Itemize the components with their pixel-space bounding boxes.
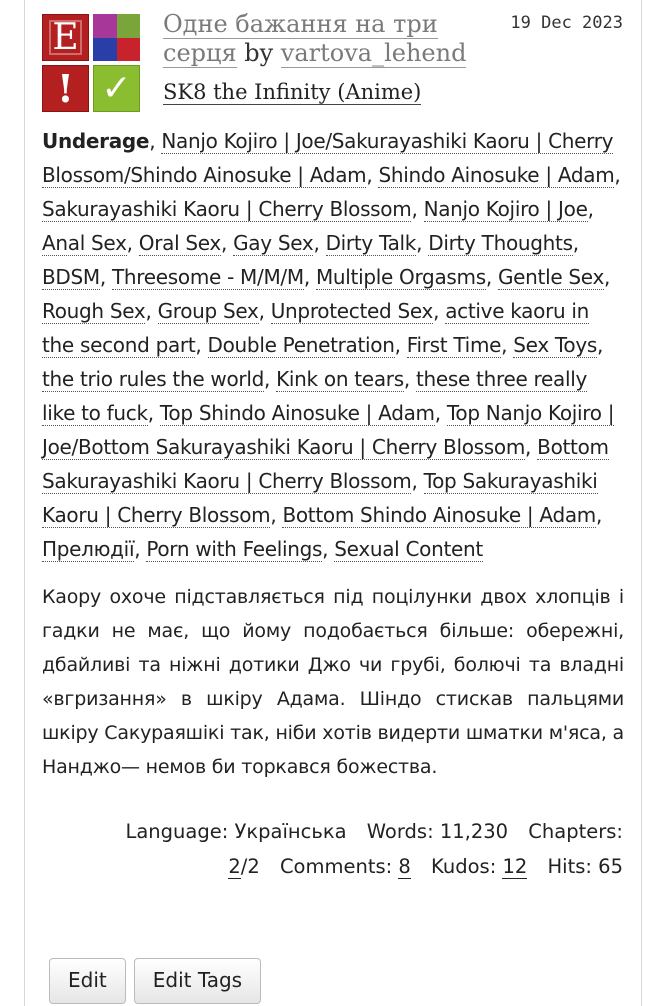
freeform-tag-link[interactable]: Kink on tears — [276, 367, 404, 391]
freeform-tag-link[interactable]: the trio rules the world — [42, 367, 264, 391]
edit-button[interactable]: Edit — [49, 958, 126, 1004]
fandom — [163, 80, 421, 104]
freeform-tag-link[interactable]: Anal Sex — [42, 231, 127, 255]
category-multi-icon[interactable] — [93, 14, 140, 61]
work-title-link[interactable]: Одне бажання на три серця — [163, 10, 438, 67]
freeform-tag-link[interactable]: Nanjo Kojiro | Joe — [423, 197, 588, 221]
freeform-tag-link[interactable]: Multiple Orgasms — [315, 265, 486, 289]
summary: Каору охоче підставляється під поцілунки двох хлопців і гадки не має, що йому подобається більше: обережні, дбайливі та ніжні дотики Джо чи грубі, болючі та владні «вгризання» в шкіру Адама. Шіндо стискав пальцями шкіру Сакураяшікі так, ніби хотів видерти шматки м'яса, а Нанджо— немов би торкався божества. — [42, 586, 624, 778]
freeform-tag-link[interactable]: Top Shindo Ainosuke | Adam — [159, 401, 435, 425]
tag-list: Underage, Nanjo Kojiro | Joe/Sakurayashiki Kaoru | Cherry Blossom/Shindo Ainosuke | Adam, Shindo Ainosuke | Adam, Sakurayashiki Kaoru | Cherry Blossom, Nanjo Kojiro | Joe, Anal Sex, Oral Sex, Gay Sex, Dirty Talk, Dirty Thoughts, BDSM, Threesome - M/M/M, Multiple Orgasms, Gentle Sex, Rough Sex, Group Sex, Unprotected Sex, active kaoru in the second part, Double Penetration, First Time, Sex Toys, the trio rules the world, Kink on tears, these three really like to fuck, Top Shindo Ainosuke | Adam, Top Nanjo Kojiro | Joe/Bottom Sakurayashiki Kaoru | Cherry Blossom, Bottom Sakurayashiki Kaoru | Cherry Blossom, Top Sakurayashiki Kaoru | Cherry Blossom, Bottom Shindo Ainosuke | Adam, Прелюдії, Porn with Feelings, Sexual Content — [42, 129, 621, 561]
by-label: by — [244, 39, 274, 67]
freeform-tag-link[interactable]: Sex Toys — [513, 333, 598, 357]
edit-tags-button[interactable]: Edit Tags — [134, 958, 261, 1004]
chapters-label: Chapters: — [528, 820, 623, 843]
language-value: Українська — [234, 820, 347, 843]
freeform-tag-link[interactable]: these three really like to fuck — [42, 367, 588, 425]
work-heading — [163, 10, 493, 68]
chapters-total: /2 — [240, 855, 260, 878]
freeform-tag-link[interactable]: Dirty Thoughts — [428, 231, 573, 255]
words-value: 11,230 — [439, 820, 509, 843]
hits-label: Hits: — [547, 855, 592, 878]
words-label: Words: — [366, 820, 434, 843]
freeform-tag-link[interactable]: Oral Sex — [138, 231, 221, 255]
freeform-tag-link[interactable]: Sexual Content — [334, 537, 483, 561]
freeform-tag-link[interactable]: Unprotected Sex — [270, 299, 434, 323]
category-color-cell — [93, 38, 117, 62]
action-buttons — [49, 958, 269, 1004]
freeform-tag-link[interactable]: Dirty Talk — [325, 231, 417, 255]
category-color-cell — [117, 14, 141, 38]
category-color-cell — [117, 38, 141, 62]
comments-label: Comments: — [279, 855, 393, 878]
archive-warning-icon[interactable]: ! — [42, 65, 89, 112]
language-label: Language: — [125, 820, 229, 843]
hits-value: 65 — [598, 855, 623, 878]
required-tags — [42, 14, 142, 114]
freeform-tag-link[interactable]: active kaoru in the second part — [42, 299, 590, 357]
freeform-tag-link[interactable]: First Time — [406, 333, 502, 357]
freeform-tag-link[interactable]: Threesome - M/M/M — [112, 265, 304, 289]
work-blurb — [24, 0, 642, 1006]
freeform-tag-link[interactable]: Bottom Sakurayashiki Kaoru | Cherry Blossom — [42, 435, 609, 493]
kudos-label: Kudos: — [431, 855, 497, 878]
complete-checkmark-icon[interactable]: ✓ — [93, 65, 140, 112]
freeform-tag-link[interactable]: Double Penetration — [207, 333, 395, 357]
freeform-tag-link[interactable]: Shindo Ainosuke | Adam — [378, 163, 615, 187]
freeform-tag-link[interactable]: Top Nanjo Kojiro | Joe/Bottom Sakurayashiki Kaoru | Cherry Blossom — [42, 401, 615, 459]
freeform-tag-link[interactable]: Rough Sex — [42, 299, 146, 323]
rating-explicit-icon[interactable]: E — [42, 14, 89, 61]
freeform-tag-link[interactable]: Nanjo Kojiro | Joe/Sakurayashiki Kaoru | Cherry Blossom/Shindo Ainosuke | Adam — [42, 129, 614, 187]
freeform-tag-link[interactable]: Top Sakurayashiki Kaoru | Cherry Blossom — [42, 469, 598, 527]
author-link[interactable]: vartova_lehend — [280, 39, 467, 67]
freeform-tag-link[interactable]: Gentle Sex — [497, 265, 604, 289]
category-color-cell — [93, 14, 117, 38]
freeform-tag-link[interactable]: BDSM — [42, 265, 100, 289]
freeform-tag-link[interactable]: Group Sex — [157, 299, 259, 323]
chapters-current-link[interactable]: 2 — [228, 855, 241, 878]
work-header — [25, 0, 641, 118]
freeform-tag-link[interactable]: Gay Sex — [233, 231, 314, 255]
work-stats — [42, 814, 623, 884]
freeform-tag-link[interactable]: Bottom Shindo Ainosuke | Adam — [282, 503, 596, 527]
kudos-link[interactable]: 12 — [502, 855, 528, 878]
warning-tag[interactable]: Underage — [42, 129, 150, 153]
fandom-link[interactable]: SK8 the Infinity (Anime) — [163, 80, 422, 104]
freeform-tag-link[interactable]: Sakurayashiki Kaoru | Cherry Blossom — [42, 197, 412, 221]
freeform-tag-link[interactable]: Porn with Feelings — [146, 537, 323, 561]
freeform-tag-link[interactable]: Прелюдії — [42, 537, 135, 561]
publish-date: 19 Dec 2023 — [510, 13, 623, 33]
comments-link[interactable]: 8 — [398, 855, 411, 878]
